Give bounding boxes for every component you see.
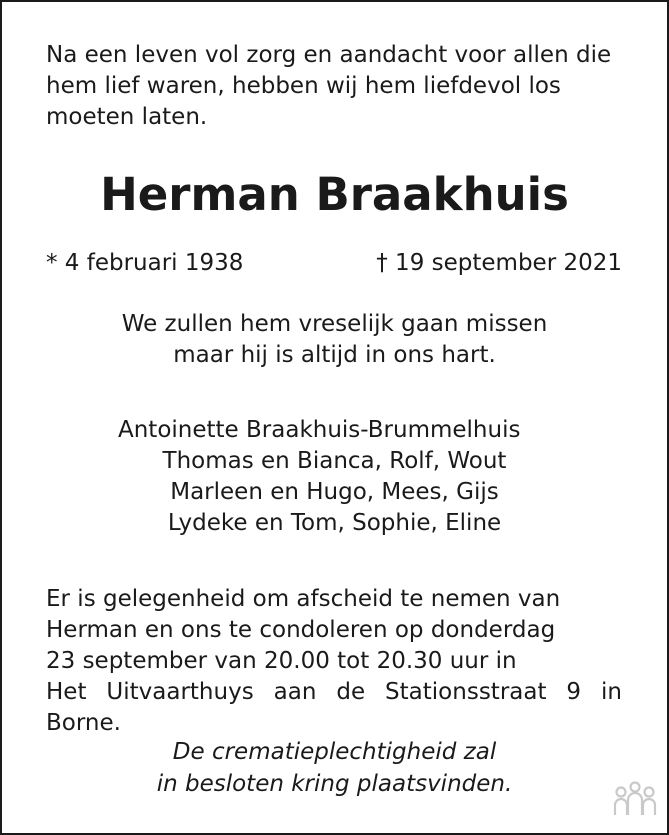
quote-line: maar hij is altijd in ons hart.	[173, 342, 496, 368]
closing-line: De crematieplechtigheid zal	[172, 739, 497, 765]
birth-date: * 4 februari 1938	[46, 250, 244, 276]
info-line: Het Uitvaarthuys aan de Stationsstraat 9 in Borne.	[46, 679, 622, 736]
deceased-name: Herman Braakhuis	[100, 168, 569, 221]
info-line: Er is gelegenheid om afscheid te nemen van	[46, 586, 561, 612]
intro-line: Na een leven vol zorg en aandacht voor allen die	[46, 42, 612, 68]
death-date: † 19 september 2021	[376, 250, 622, 276]
intro-line: hem lief waren, hebben wij hem liefdevol los	[46, 73, 561, 99]
quote	[0, 309, 669, 371]
info-line: 23 september van 20.00 tot 20.30 uur in	[46, 648, 517, 674]
intro-line: moeten laten.	[46, 104, 208, 130]
family-member: Lydeke en Tom, Sophie, Eline	[167, 510, 502, 536]
dates-row	[46, 248, 622, 279]
intro-paragraph	[46, 40, 622, 133]
family-member: Thomas en Bianca, Rolf, Wout	[162, 448, 507, 474]
info-line: Herman en ons te condoleren op donderdag	[46, 617, 556, 643]
quote-line: We zullen hem vreselijk gaan missen	[121, 311, 548, 337]
closing-note	[0, 736, 669, 800]
closing-line: in besloten kring plaatsvinden.	[156, 771, 513, 797]
family-member: Antoinette Braakhuis-Brummelhuis	[118, 417, 521, 443]
family-figures-icon	[612, 781, 658, 817]
condolence-info	[46, 584, 622, 739]
family-list	[0, 415, 669, 539]
family-member: Marleen en Hugo, Mees, Gijs	[170, 479, 499, 505]
